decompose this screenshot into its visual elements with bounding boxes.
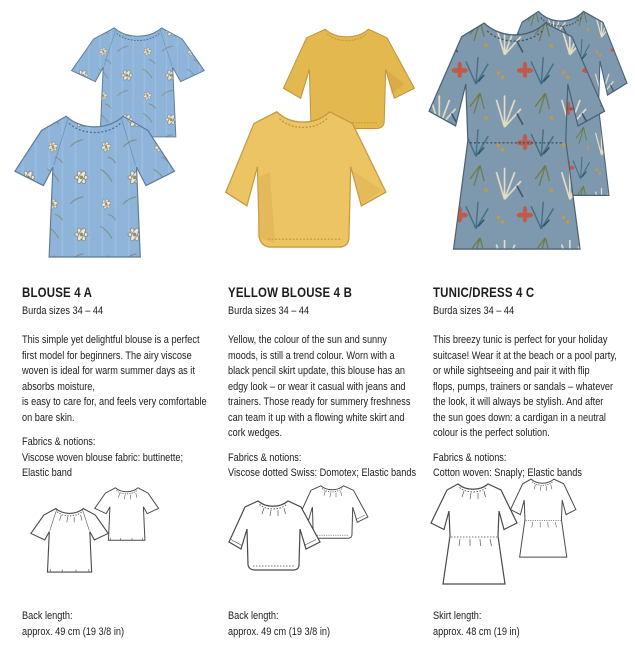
text-line: Cotton woven: Snaply; Elastic bands [433,467,582,479]
product-description [433,333,634,442]
length-value: approx. 49 cm (19 3/8 in) [228,625,331,638]
length-label: Back length: [228,610,279,622]
text-line: colour is the perfect solution. [433,427,550,439]
text-line: or while sightseeing and pair it with flip [433,365,590,377]
text-line: the sun goes down: a cardigan in a neutral [433,411,606,424]
fabrics-label: Fabrics & notions: [22,436,96,448]
sizes-line: Burda sizes 34 – 44 [433,305,515,317]
length-label: Skirt length: [433,610,482,622]
text-line: moods, is still a trend colour. Worn with a [228,349,395,362]
product-title: YELLOW BLOUSE 4 B [228,285,353,300]
text-line: absorbs moisture, [22,380,95,393]
product-description [22,333,223,426]
product-column-tunic-dress-4c [431,0,635,650]
product-photo-yellow-blouse-4b [224,10,424,278]
text-line: This breezy tunic is perfect for your holiday [433,334,608,346]
length-section [228,609,429,640]
fabrics-label: Fabrics & notions: [433,451,507,464]
text-line: black pencil skirt update, this blouse has an [228,365,406,377]
text-line: Yellow, the colour of the sun and sunny [228,334,387,346]
product-column-blouse-4a [20,0,225,650]
text-line: Viscose woven blouse fabric: buttinette; [22,451,184,464]
product-description [228,333,429,442]
product-title: BLOUSE 4 A [22,285,93,300]
product-photo-blouse-4a [10,6,210,278]
text-line: edgy look – or wear it casual with jeans and [228,380,406,393]
sizes-line: Burda sizes 34 – 44 [228,305,310,317]
fabrics-section [22,435,223,482]
text-line: cork wedges. [228,427,283,439]
text-line: Viscose dotted Swiss: Domotex; Elastic bands [228,467,417,479]
length-section [22,609,223,640]
length-value: approx. 49 cm (19 3/8 in) [22,625,125,638]
sizes-line: Burda sizes 34 – 44 [22,305,104,317]
text-line: suitcase! Wear it at the beach or a pool party, [433,349,617,362]
text-line: flops, pumps, trainers or sandals – whatever [433,380,614,393]
fabrics-label: Fabrics & notions: [228,451,302,464]
text-line: first model for beginners. The airy viscose [22,349,192,362]
length-value: approx. 48 cm (19 in) [433,625,520,638]
length-label: Back length: [22,610,73,622]
product-title: TUNIC/DRESS 4 C [433,285,535,300]
product-column-yellow-blouse-4b [226,0,431,650]
text-line: the look, it will always be stylish. And after [433,396,604,408]
text-line: is easy to care for, and feels very comfortable [22,396,207,408]
length-section [433,609,634,640]
text-line: on bare skin. [22,411,75,424]
line-drawing-tunic-dress-4c [429,476,629,604]
line-drawing-yellow-blouse-4b [224,476,424,604]
product-photo-tunic-dress-4c [423,2,635,276]
text-line: This simple yet delightful blouse is a perfect [22,334,200,346]
line-drawing-blouse-4a [18,476,218,604]
text-line: woven is ideal for warm summer days as it [22,365,195,377]
text-line: trainers. Those ready for summery freshness [228,396,411,408]
text-line: Elastic band [22,467,73,479]
text-line: can team it up with a flowing white skirt and [228,411,405,424]
